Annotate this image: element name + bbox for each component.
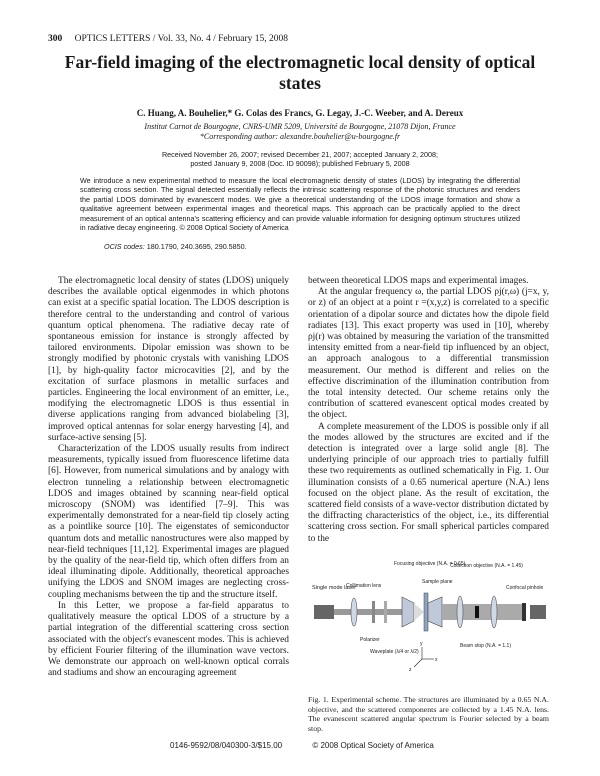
polarizer bbox=[372, 601, 375, 623]
running-header bbox=[48, 34, 288, 44]
copyright: © 2008 Optical Society of America bbox=[312, 741, 434, 750]
dates-line-1: Received November 26, 2007; revised December 21, 2007; accepted January 2, 2008; bbox=[161, 150, 439, 159]
right-column bbox=[308, 276, 549, 560]
relay-lens-2 bbox=[491, 596, 497, 628]
laser-source bbox=[314, 605, 334, 619]
focusing-label: Focusing objective (N.A. = 0.65) bbox=[394, 561, 466, 567]
beamstop-label: Beam stop (N.A. = 1.1) bbox=[460, 643, 511, 649]
page-footer bbox=[170, 741, 434, 750]
affiliation: Institut Carnot de Bourgogne, CNRS-UMR 5209, Université de Bourgogne, 21078 Dijon, France bbox=[144, 122, 456, 131]
publication-dates bbox=[80, 150, 520, 169]
page-number: 300 bbox=[48, 34, 63, 44]
collection-label: Collection objective (N.A. = 1.45) bbox=[450, 563, 523, 569]
author-list: C. Huang, A. Bouhelier,* G. Colas des Francs, G. Legay, J.-C. Weeber, and A. Dereux bbox=[136, 108, 464, 118]
paragraph: In this Letter, we propose a far-field apparatus to qualitatively measure the optical LDOS of a structure by a partial integration of the differential scattering cross section associated with the object's evanescent modes. This is achieved by efficient Fourier filtering of the illumination wave vectors. We demonstrate our approach on well-known optical corrals and stadiums and show an encouraging agreement bbox=[48, 600, 289, 679]
caption-text: Experimental scheme. The structures are illuminated by a 0.65 N.A. objective, and the scattered components are collected by a 1.45 N.A. lens. The evanescent scattered angular spectrum is Fourier selected by a beam stop. bbox=[308, 695, 549, 733]
figure-1-schematic bbox=[310, 559, 550, 691]
article-title: Far-field imaging of the electromagnetic local density of optical states bbox=[64, 52, 536, 93]
polarizer-label: Polarizer bbox=[360, 637, 380, 643]
relay-lens-1 bbox=[457, 596, 463, 628]
axis-z bbox=[414, 659, 422, 667]
sample-plane bbox=[424, 593, 428, 631]
affiliation-block bbox=[50, 122, 550, 142]
journal-citation: OPTICS LETTERS / Vol. 33, No. 4 / February 15, 2008 bbox=[74, 34, 289, 44]
ocis-label: OCIS codes: bbox=[104, 242, 145, 251]
paragraph: At the angular frequency ω, the partial LDOS ρj(r,ω) (j=x, y, or z) of an object at a point r =(x,y,z) is correlated to a specific orientation of a dipolar source and dictates how the dipole field radiates [13]. This exact property was used in [10], whereby ρj(r) was obtained by measuring the variation of the transmitted intensity emitted from a near-field tip influenced by an object, an approach analogous to a differential transmission measurement. Our method is different and relies on the effective discrimination of the illumination contribution from the total intensity detected. Our scheme retains only the contribution of scattered evanescent optical modes created by the object. bbox=[308, 287, 549, 421]
waveplate-label: Waveplate (λ/4 or λ/2) bbox=[370, 649, 419, 655]
collimation-lens bbox=[351, 598, 357, 626]
axis-x-label: x bbox=[435, 657, 438, 663]
pinhole-label: Confocal pinhole bbox=[506, 585, 544, 591]
ocis-codes bbox=[104, 242, 247, 251]
axis-z-label: z bbox=[409, 667, 412, 673]
paragraph: The electromagnetic local density of states (LDOS) uniquely describes the available optical eigenmodes in which photons can exist at a specific spatial location. The LDOS description is therefore central to the understanding and control of various quantum optical phenomena. The radiative decay rate of spontaneous emission for instance is strongly affected by tailored environments. Dipolar emission was shown to be strongly modified by photonic crystals with vanishing LDOS [1], by high-quality factor microcavities [2], and by the excitation of surface plasmons in metallic surfaces and particles. Engineering the local environment of an emitter, i.e., modifying the electromagnetic LDOS is thus essential in diverse applications ranging from advanced biolabeling [3], improved optical antennas for solar energy harvesting [4], and surface-active sensing [5]. bbox=[48, 276, 289, 443]
confocal-pinhole bbox=[522, 603, 526, 621]
correspondence: *Corresponding author: alexandre.bouhelier@u-bourgogne.fr bbox=[199, 132, 401, 141]
axis-y-label: y bbox=[420, 641, 423, 647]
waveplate bbox=[384, 601, 387, 623]
collimation-label: Collimation lens bbox=[346, 583, 382, 589]
paragraph: A complete measurement of the LDOS is possible only if all the modes allowed by the structures are excited and if the detection is integrated over a large solid angle [8]. The underlying principle of our approach tries to partially fulfill these two requirements as outlined schematically in Fig. 1. Our illumination consists of a 0.65 numerical aperture (N.A.) lens focused on the object plane. As the result of excitation, the scattered field consists of a wave-vector distribution dictated by the diffracting characteristics of the object, i.e., its differential scattering cross section. For small spherical particles compared to the bbox=[308, 421, 549, 544]
left-column bbox=[48, 276, 289, 722]
laser-label: Single mode laser bbox=[312, 585, 357, 591]
focusing-objective bbox=[402, 597, 414, 627]
caption-label: Fig. 1. bbox=[308, 695, 329, 704]
paragraph: between theoretical LDOS maps and experimental images. bbox=[308, 276, 529, 286]
abstract: We introduce a new experimental method to measure the local electromagnetic density of states (LDOS) by integrating the differential scattering cross section. The signal detected essentially reflects the intrinsic scattering response of the photonic structures and renders the partial LDOS dominated by evanescent modes. We give a theoretical understanding of the LDOS image formation and show a qualitative agreement between experimental images and theoretical maps. This approach can be practically applied to the direct measurement of an optical antenna's scattering efficiency and can provide valuable information for designing optimum structures utilized in radiative decay engineering. © 2008 Optical Society of America bbox=[80, 176, 520, 233]
collection-objective bbox=[428, 597, 442, 627]
beam-stop bbox=[475, 606, 479, 618]
article-code: 0146-9592/08/040300-3/$15.00 bbox=[170, 741, 283, 750]
sample-label: Sample plane bbox=[422, 579, 453, 585]
focused-beam bbox=[414, 603, 424, 621]
ocis-values: 180.1790, 240.3695, 290.5850. bbox=[146, 242, 247, 251]
experimental-setup-diagram bbox=[310, 559, 550, 691]
figure-caption bbox=[308, 695, 549, 733]
paragraph: Characterization of the LDOS usually results from indirect measurements, typically issued from fluorescence lifetime data [6]. However, from numerical simulations and by analogy with electron tunneling a relationship between electromagnetic LDOS and images obtained by scanning near-field optical microscopy (SNOM) was identified [7–9]. This was experimentally demonstrated for a near-field tip closely acting as a pointlike source [10]. The eigenstates of semiconductor quantum dots and metallic nanostructures were also mapped by near-field techniques [11,12]. Experimental images are plagued by the quality of the near-field tip, which often differs from an ideal illuminating dipole. Additionally, theoretical approaches unifying the LDOS and SNOM images are neglecting cross-coupling mechanisms between the tip and the structure itself. bbox=[48, 444, 289, 600]
dates-line-2: posted January 9, 2008 (Doc. ID 90098); published February 5, 2008 bbox=[190, 159, 410, 169]
detector bbox=[530, 605, 546, 619]
